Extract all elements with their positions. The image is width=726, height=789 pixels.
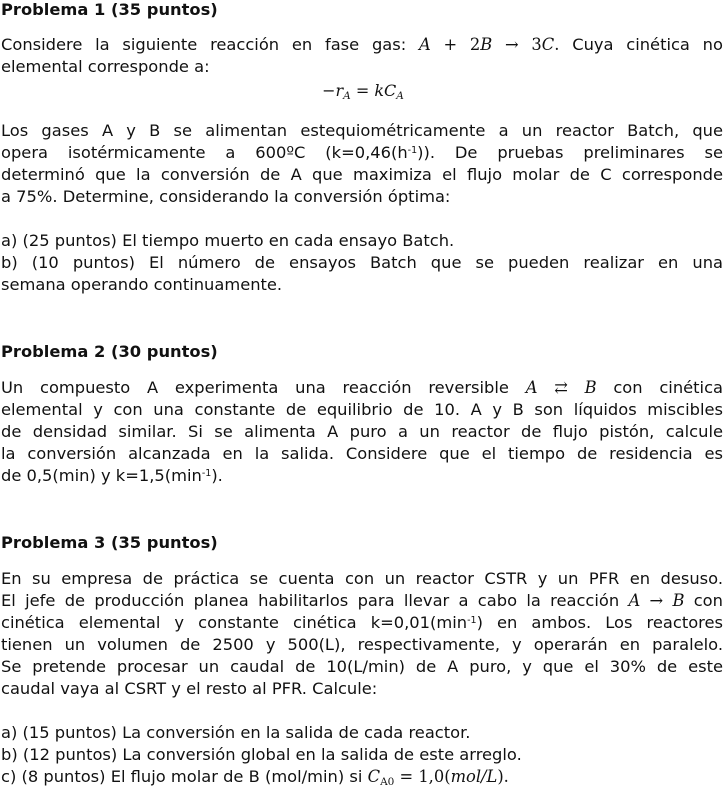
coefficient-plus-2: + 2 — [430, 35, 481, 54]
species-b: B — [480, 35, 493, 54]
problem-3-line-1: En su empresa de práctica se cuenta con un reactor CSTR y un PFR en desuso. — [1, 569, 723, 588]
problem-1-line-3: Los gases A y B se alimentan estequiométricamente a un reactor Batch, que — [1, 121, 723, 140]
rate-subscript: A — [343, 90, 351, 102]
problem-1-line-1 — [1, 35, 723, 55]
period: . — [554, 35, 560, 54]
arrow: → — [640, 591, 673, 610]
concentration-symbol: C — [367, 767, 381, 786]
species-c: C — [541, 35, 555, 54]
problem-2-title: Problema 2 (30 puntos) — [1, 342, 218, 361]
problem-1-title: Problema 1 (35 puntos) — [1, 0, 218, 19]
problem-3-line-3 — [1, 613, 723, 633]
problem-2-line-4: la conversión alcanzada en la salida. Considere que el tiempo de residencia es — [1, 444, 723, 463]
problem-3-line-6: caudal vaya al CSRT y el resto al PFR. Calcule: — [1, 679, 378, 698]
species-a: A — [525, 378, 538, 397]
problem-2-line-1-pre: Un compuesto A experimenta una reacción reversible — [1, 378, 509, 397]
problem-2-line-1-post: con cinética — [613, 378, 723, 397]
problem-3-line-2-pre: El jefe de producción planea habilitarlos para llevar a cabo la reacción — [1, 591, 620, 610]
problem-2-line-5 — [1, 466, 223, 486]
problem-3-question-c-pre: c) (8 puntos) El flujo molar de B (mol/min) si — [1, 767, 363, 786]
problem-3-line-5: Se pretende procesar un caudal de 10(L/min) de A puro, y que el 30% de este — [1, 657, 723, 676]
exponent: -1 — [201, 468, 212, 479]
problem-1-question-a: a) (25 puntos) El tiempo muerto en cada ensayo Batch. — [1, 231, 455, 250]
minus-sign: − — [322, 81, 336, 100]
closing-paren: ). — [497, 767, 509, 786]
problem-1-line-4-post: )). De pruebas preliminares se — [417, 143, 723, 162]
reversible-arrow: ⇄ — [537, 378, 585, 397]
problem-3-question-b: b) (12 puntos) La conversión global en la salida de este arreglo. — [1, 745, 522, 764]
rate-symbol: r — [335, 81, 344, 100]
problem-1-line-5: determinó que la conversión de A que maximiza el flujo molar de C corresponde — [1, 165, 723, 184]
concentration-unit: mol/L — [450, 767, 498, 786]
problem-3-line-4: tienen un volumen de 2500 y 500(L), respectivamente, y operarán en paralelo. — [1, 635, 723, 654]
species-a: A — [628, 591, 641, 610]
problem-3-line-3-post: ) en ambos. Los reactores — [476, 613, 723, 632]
species-a: A — [418, 35, 431, 54]
rate-constant-concentration: kC — [374, 81, 397, 100]
species-b: B — [672, 591, 685, 610]
reaction-equation — [419, 35, 559, 54]
problem-3-line-2-post: con — [693, 591, 723, 610]
species-b: B — [584, 378, 597, 397]
problem-1-line-4-pre: opera isotérmicamente a 600ºC (k=0,46(h — [1, 143, 408, 162]
rate-law-equation — [0, 81, 726, 101]
problem-1-line-4 — [1, 143, 723, 163]
problem-1-line-1-tail: Cuya cinética no — [572, 35, 723, 54]
problem-3-line-2 — [1, 591, 723, 611]
problem-2-line-2: elemental y con una constante de equilibrio de 10. A y B son líquidos miscibles — [1, 400, 723, 419]
problem-1-line-2: elemental corresponde a: — [1, 57, 210, 76]
exponent: -1 — [467, 615, 477, 626]
concentration-subscript: A0 — [380, 776, 395, 788]
problem-1-line-1-text: Considere la siguiente reacción en fase gas: — [1, 35, 407, 54]
problem-1-question-b-line-1: b) (10 puntos) El número de ensayos Batch que se pueden realizar en una — [1, 253, 723, 272]
problem-3-question-c — [1, 767, 509, 787]
exponent: -1 — [407, 145, 418, 156]
problem-3-question-a: a) (15 puntos) La conversión en la salida de cada reactor. — [1, 723, 471, 742]
problem-1-line-6: a 75%. Determine, considerando la conversión óptima: — [1, 187, 451, 206]
problem-2-line-5-pre: de 0,5(min) y k=1,5(min — [1, 466, 202, 485]
concentration-subscript: A — [396, 90, 404, 102]
problem-2-line-3: de densidad similar. Si se alimenta A puro a un reactor de flujo pistón, calcule — [1, 422, 723, 441]
initial-concentration-equation — [368, 767, 509, 786]
problem-2-line-5-post: ). — [211, 466, 223, 485]
equals-sign: = — [350, 81, 375, 100]
reversible-reaction-equation — [526, 378, 597, 397]
problem-2-line-1 — [1, 378, 723, 398]
arrow-coefficient-3: → 3 — [492, 35, 542, 54]
problem-3-title: Problema 3 (35 puntos) — [1, 533, 218, 552]
problem-1-question-b-line-2: semana operando continuamente. — [1, 275, 283, 294]
problem-3-line-3-pre: cinética elemental y constante cinética k=0,01(min — [1, 613, 468, 632]
reaction-equation — [628, 591, 684, 610]
equals-value: = 1,0( — [394, 767, 451, 786]
